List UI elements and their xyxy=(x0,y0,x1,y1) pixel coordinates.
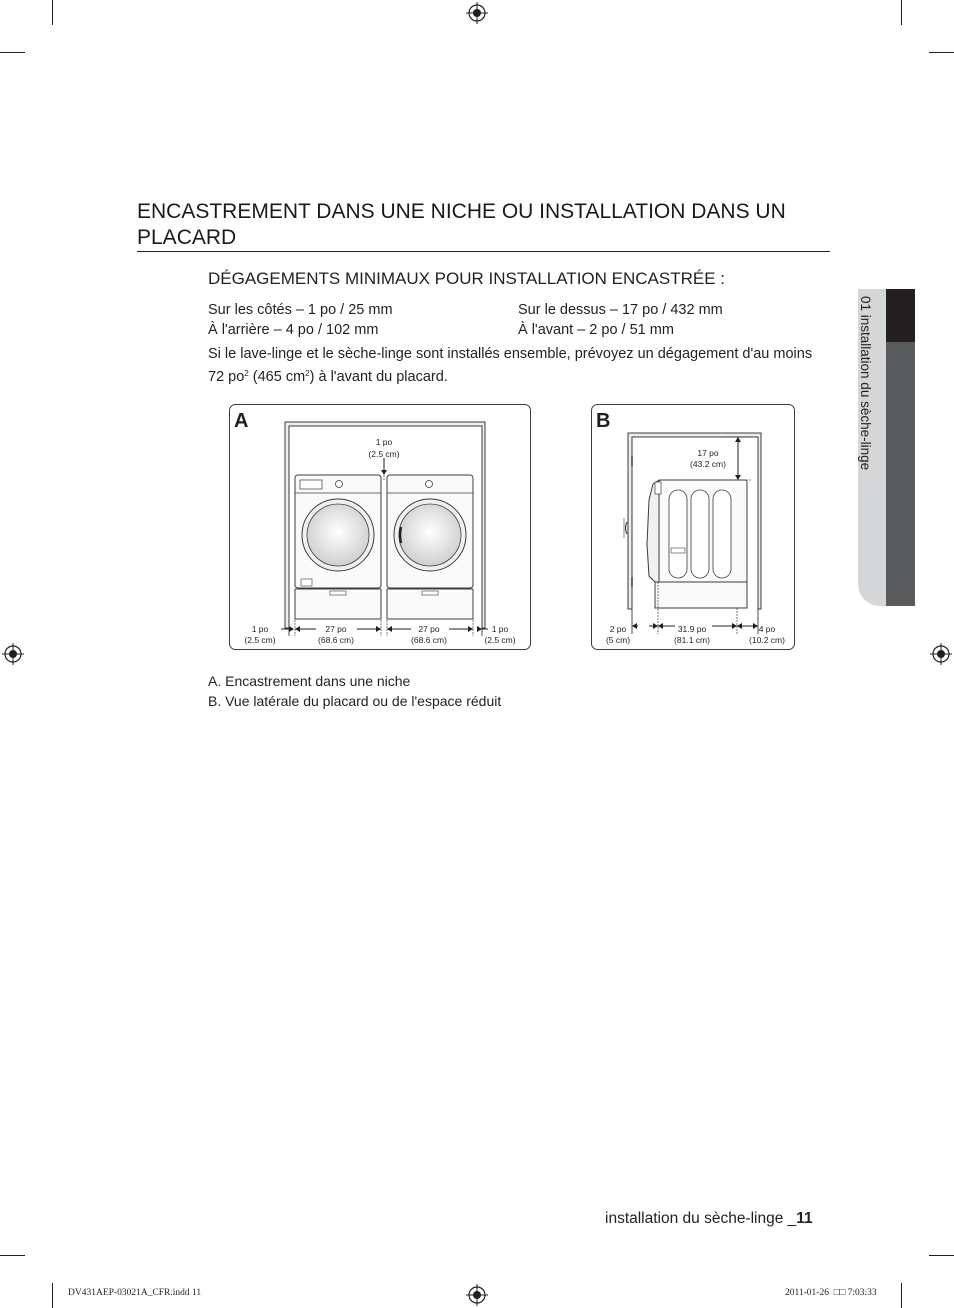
figure-b-front-gap-label: 2 po xyxy=(609,624,627,634)
figure-b-depth-label: 31.9 po xyxy=(677,624,707,634)
figure-a-right-gap-metric: (2.5 cm) xyxy=(484,635,516,645)
figure-b-top-gap-label: 17 po xyxy=(697,448,719,458)
slug-filename: DV431AEP-03021A_CFR.indd 11 xyxy=(68,1288,202,1298)
registration-mark-icon xyxy=(930,643,952,665)
chapter-tab-marker xyxy=(886,289,915,342)
dryer-side-illustration xyxy=(647,480,747,608)
clearance-front: À l'avant – 2 po / 51 mm xyxy=(518,322,674,338)
figure-b-caption: B. Vue latérale du placard ou de l'espace réduit xyxy=(208,693,502,709)
slug-time: 7:03:33 xyxy=(847,1288,877,1298)
dryer-illustration xyxy=(387,475,473,619)
figure-a-right-gap-label: 1 po xyxy=(491,624,509,634)
figure-a-washer-width-label: 27 po xyxy=(325,624,347,634)
registration-mark-icon xyxy=(466,2,488,24)
figure-a-top-gap-label: 1 po xyxy=(375,437,393,447)
figure-b-top-gap-metric: (43.2 cm) xyxy=(690,459,726,469)
figure-b-front-gap-metric: (5 cm) xyxy=(605,635,631,645)
figure-a-dryer-width-metric: (68.6 cm) xyxy=(411,635,447,645)
washer-illustration xyxy=(295,475,381,619)
figure-a-letter: A xyxy=(234,410,249,432)
crop-mark xyxy=(901,1283,902,1308)
crop-mark xyxy=(52,1283,53,1308)
figure-b-closet-side-diagram xyxy=(591,404,795,650)
clearance-sides: Sur les côtés – 1 po / 25 mm xyxy=(208,302,393,318)
figure-b-rear-gap-label: 4 po xyxy=(758,624,776,634)
clearance-rear: À l'arrière – 4 po / 102 mm xyxy=(208,322,379,338)
crop-mark xyxy=(901,0,902,25)
clearances-subtitle: DÉGAGEMENTS MINIMAUX POUR INSTALLATION ENCASTRÉE : xyxy=(208,269,725,288)
crop-mark xyxy=(0,52,25,53)
slug-timestamp xyxy=(785,1288,877,1298)
footer-label: installation du sèche-linge _ xyxy=(605,1210,797,1227)
figure-a-top-gap-metric: (2.5 cm) xyxy=(368,449,400,459)
section-title: ENCASTREMENT DANS UNE NICHE OU INSTALLATION DANS UN PLACARD xyxy=(137,200,786,249)
registration-mark-icon xyxy=(2,643,24,665)
clearance-top: Sur le dessus – 17 po / 432 mm xyxy=(518,302,723,318)
figure-a-dryer-width-label: 27 po xyxy=(418,624,440,634)
figure-a-recess-diagram xyxy=(229,404,531,650)
registration-mark-icon xyxy=(466,1284,488,1306)
crop-mark xyxy=(52,0,53,25)
chapter-tab-label: 01 installation du sèche-linge xyxy=(858,296,873,471)
page-footer xyxy=(605,1210,813,1228)
front-clearance-note: Si le lave-linge et le sèche-linge sont installés ensemble, prévoyez un dégagement d'au moins 72 $po^2$ (465 $cm^2$) à l'avant du placard. xyxy=(208,346,813,385)
crop-mark xyxy=(929,1255,954,1256)
slug-marks: □□ xyxy=(833,1288,846,1298)
figure-a-left-gap-metric: (2.5 cm) xyxy=(244,635,276,645)
figure-a-washer-width-metric: (68.6 cm) xyxy=(318,635,354,645)
slug-date: 2011-01-26 xyxy=(785,1288,829,1298)
crop-mark xyxy=(0,1255,25,1256)
page-number: 11 xyxy=(796,1210,813,1227)
title-divider xyxy=(137,251,830,252)
figure-a-left-gap-label: 1 po xyxy=(251,624,269,634)
figure-b-letter: B xyxy=(596,410,611,432)
figure-b-rear-gap-metric: (10.2 cm) xyxy=(749,635,785,645)
figure-a-caption: A. Encastrement dans une niche xyxy=(208,673,411,689)
figure-b-depth-metric: (81.1 cm) xyxy=(674,635,710,645)
crop-mark xyxy=(929,52,954,53)
